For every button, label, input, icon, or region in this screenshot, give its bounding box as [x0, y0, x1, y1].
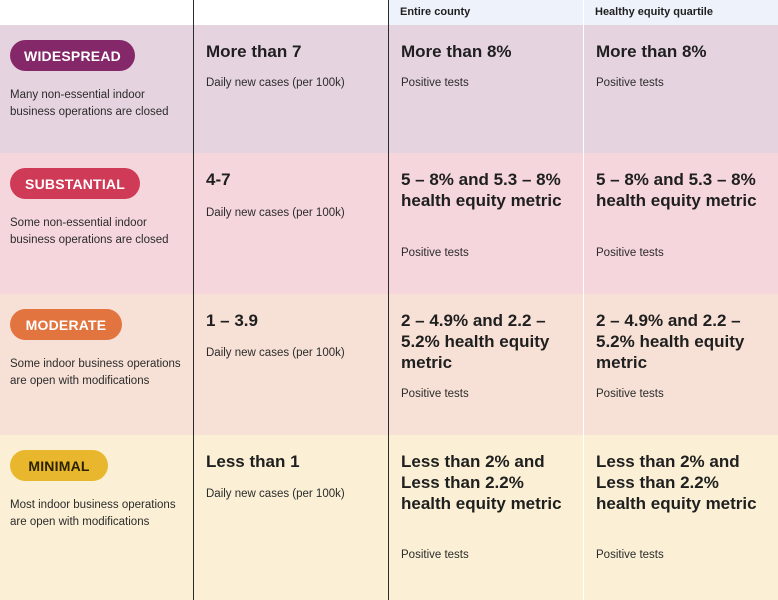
cases-metric: More than 7	[206, 42, 302, 61]
tier-description: Most indoor business operations are open with modifications	[10, 499, 176, 528]
county-sublabel: Positive tests	[401, 549, 469, 561]
quartile-sublabel: Positive tests	[596, 77, 664, 89]
tier-description: Some non-essential indoor business operations are closed	[10, 217, 169, 246]
county-cell-substantial	[388, 153, 583, 294]
quartile-cell-moderate	[583, 294, 778, 435]
cases-metric: Less than 1	[206, 452, 300, 471]
cases-cell-substantial	[193, 153, 388, 294]
county-cell-moderate	[388, 294, 583, 435]
header-entire-county-label: Entire county	[400, 6, 471, 18]
quartile-metric: More than 8%	[596, 42, 707, 61]
tier-cell-moderate	[0, 294, 193, 435]
tier-badge-substantial: SUBSTANTIAL	[10, 168, 140, 199]
county-metric: 5 – 8% and 5.3 – 8% health equity metric	[401, 170, 562, 210]
county-metric: Less than 2% and Less than 2.2% health equity metric	[401, 452, 562, 513]
tier-cell-minimal	[0, 435, 193, 597]
header-healthy-equity-quartile	[583, 0, 778, 25]
cases-sublabel: Daily new cases (per 100k)	[206, 488, 345, 500]
cases-metric: 4-7	[206, 170, 231, 189]
county-sublabel: Positive tests	[401, 388, 469, 400]
quartile-cell-substantial	[583, 153, 778, 294]
county-metric: More than 8%	[401, 42, 512, 61]
county-cell-widespread	[388, 25, 583, 153]
header-blank-tier	[0, 0, 193, 25]
header-blank-cases	[193, 0, 388, 25]
county-sublabel: Positive tests	[401, 77, 469, 89]
county-cell-minimal	[388, 435, 583, 597]
tier-badge-widespread: WIDESPREAD	[10, 40, 135, 71]
quartile-metric: 5 – 8% and 5.3 – 8% health equity metric	[596, 170, 757, 210]
cases-sublabel: Daily new cases (per 100k)	[206, 207, 345, 219]
tier-cell-substantial	[0, 153, 193, 294]
tier-badge-minimal: MINIMAL	[10, 450, 108, 481]
county-sublabel: Positive tests	[401, 247, 469, 259]
tier-badge-moderate: MODERATE	[10, 309, 122, 340]
tier-cell-widespread	[0, 25, 193, 153]
quartile-sublabel: Positive tests	[596, 549, 664, 561]
quartile-sublabel: Positive tests	[596, 247, 664, 259]
cases-sublabel: Daily new cases (per 100k)	[206, 77, 345, 89]
cases-metric: 1 – 3.9	[206, 311, 258, 330]
quartile-metric: Less than 2% and Less than 2.2% health equity metric	[596, 452, 757, 513]
tier-description: Many non-essential indoor business operations are closed	[10, 89, 169, 118]
cases-sublabel: Daily new cases (per 100k)	[206, 347, 345, 359]
quartile-sublabel: Positive tests	[596, 388, 664, 400]
quartile-cell-widespread	[583, 25, 778, 153]
header-quartile-label: Healthy equity quartile	[595, 6, 713, 18]
county-metric: 2 – 4.9% and 2.2 – 5.2% health equity metric	[401, 311, 550, 372]
tier-description: Some indoor business operations are open with modifications	[10, 358, 181, 387]
cases-cell-moderate	[193, 294, 388, 435]
quartile-cell-minimal	[583, 435, 778, 597]
header-entire-county	[388, 0, 583, 25]
cases-cell-minimal	[193, 435, 388, 597]
cases-cell-widespread	[193, 25, 388, 153]
quartile-metric: 2 – 4.9% and 2.2 – 5.2% health equity metric	[596, 311, 745, 372]
